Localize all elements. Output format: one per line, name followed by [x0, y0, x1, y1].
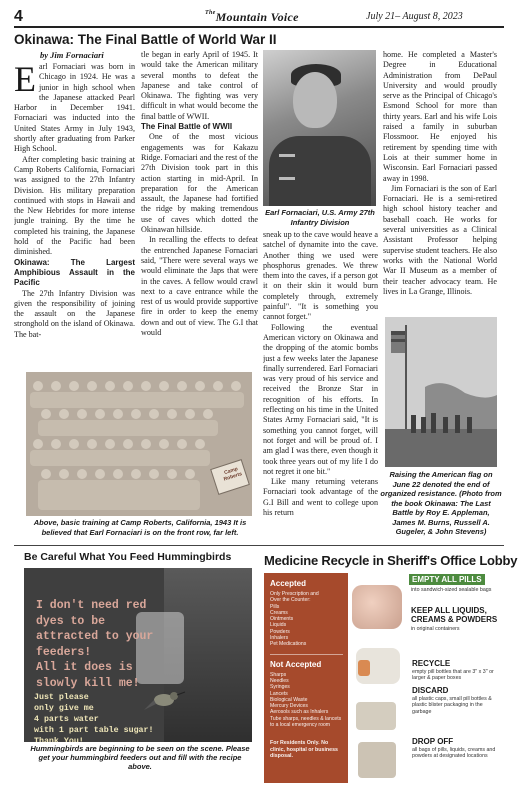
residents-note: For Residents Only. No clinic, hospital or business disposal. — [270, 740, 338, 759]
panel-divider — [270, 654, 343, 655]
recycle-desc: empty pill bottles that are 3" x 3" or larger & paper boxes — [412, 669, 494, 682]
accepted-item: Inhalers — [270, 635, 289, 642]
article-column-1 — [14, 62, 135, 368]
hummingbird-title: Be Careful What You Feed Hummingbirds — [24, 551, 232, 563]
empty-pills-desc: into sandwich-sized sealable bags — [411, 587, 492, 593]
accepted-heading: Accepted — [270, 579, 307, 588]
drop-cap: E — [14, 62, 36, 99]
section-divider — [14, 545, 504, 546]
big-line: attracted to your — [36, 630, 154, 643]
accepted-item: Liquids — [270, 622, 287, 629]
issue-date: July 21– August 8, 2023 — [366, 11, 463, 22]
hummingbird-big-message — [36, 598, 153, 691]
medicine-title: Medicine Recycle in Sheriff's Office Lobby — [264, 553, 518, 568]
accepted-item: Only Prescription and — [270, 591, 319, 597]
small-line: Thank You! — [34, 737, 84, 742]
header-rule — [14, 26, 504, 28]
article-col1-p3: The 27th Infantry Division was given the responsibility of joining the assault on the Japanese stronghold on the island of Okinawa. The bat- — [14, 288, 135, 339]
article-subhead-okinawa: Okinawa: The Largest Amphibious Assault in the Pacific — [14, 257, 135, 288]
group-photo-caption: Above, basic training at Camp Roberts, California, 1943 It is believed that Earl Fornaciari is on the front row, far left. — [33, 518, 247, 537]
flag-raising-photo — [385, 317, 497, 467]
keep-liquids-desc: in original containers — [411, 626, 460, 632]
article-col2-p1: tle began in early April of 1945. It would take the American military several months to defeat the Japanese and take control of Okinawa. The fighting was very difficult in what would become the final battle of WWII. — [141, 50, 258, 121]
article-column-4 — [383, 50, 497, 314]
article-col1-p2: After completing basic training at Camp Roberts California, Fornaciari was assigned to the 27th Infantry Division. His military preparation continued with stops in Hawaii and the New Hebrides for more intense jungle training. By the time he completed his training, the Japanese hold of the Pacific had been diminished. — [14, 154, 135, 257]
accepted-item: Creams — [270, 609, 288, 616]
big-line: slowly kill me! — [36, 676, 140, 690]
big-line: feeders! — [36, 645, 92, 659]
article-col3-p1: sneak up to the cave would heave a satchel of dynamite into the cave. Another thing we used were phosphorus grenades. We threw them into the caves, if a person got it on their skin it would burn completely through, extremely painful". "It is something you cannot forget." — [263, 230, 378, 322]
article-byline: by Jim Fornaciari — [40, 50, 104, 60]
accepted-item: Ointments — [270, 616, 294, 623]
article-col3-p3: Like many returning veterans Fornaciari took advantage of the G.I Bill and went to college upon his return — [263, 477, 378, 518]
small-line: Just please — [34, 693, 89, 702]
portrait-photo — [263, 50, 376, 206]
discard-desc: all plastic caps, small pill bottles & plastic blister packaging in the garbage — [412, 696, 492, 715]
recycle-heading: RECYCLE — [412, 659, 451, 668]
article-headline: Okinawa: The Final Battle of World War II — [14, 32, 277, 47]
camp-sign-text: Camp Roberts — [223, 466, 243, 483]
accepted-panel — [264, 573, 348, 783]
article-col4-p1: home. He completed a Master's Degree in Educational Administration from DePaul University and would proudly serve as the Principal of Chicago's Esmond School for more than thirty years. Earl and his wife Lois raised a family in suburban Flossmoor. He enjoyed his retirement by spending time with Lois at their summer home in Wisconsin. Earl Fornaciari passed away in 1998. — [383, 50, 497, 183]
paper-name-the: The — [205, 10, 216, 16]
pill-bottle-icon — [356, 702, 396, 730]
drop-off-heading: DROP OFF — [412, 737, 454, 746]
not-accepted-item: Aerosols such as Inhalers — [270, 709, 329, 716]
portrait-caption: Earl Fornaciari, U.S. Army 27th Infantry Division — [265, 208, 375, 227]
big-line: dyes to be — [36, 614, 106, 628]
drop-off-desc: all bags of pills, liquids, creams and powders at designated locations — [412, 747, 496, 760]
article-col1-p1-text: arl Fornaciari was born in Chicago in 1924. He was a junior in high school when the Japanese attacked Pearl Harbor in December 1941. Fornaciari was inducted into the United States Army in July 1943, shortly after graduating from Parker High School. — [14, 62, 135, 154]
small-line: with 1 part table sugar! — [34, 726, 154, 735]
group-photo-soldiers — [26, 372, 252, 516]
keep-liquids-heading: KEEP ALL LIQUIDS, CREAMS & POWDERS — [411, 606, 498, 624]
accepted-item: Powders — [270, 628, 290, 635]
article-col1-p1 — [14, 62, 135, 155]
big-line: All it does is — [36, 661, 133, 674]
not-accepted-item: Tube sharps, needles & lancets — [270, 715, 342, 722]
not-accepted-item: Sharps — [270, 671, 287, 678]
not-accepted-heading: Not Accepted — [270, 659, 322, 669]
cream-bottle-icon — [358, 660, 370, 676]
article-col2-p2: One of the most vicious engagements was for Kakazu Ridge. Fornaciari and the rest of the 27th Division took part in this action starting in mid-April. In preparation for the American assault, the Japanese had fortified the ridge by making tremendous use of caves which dotted the Okinawan hillside. — [141, 132, 258, 235]
hummingbird-poster — [24, 568, 252, 742]
accepted-list — [270, 591, 343, 648]
sergeant-chevron-icon — [279, 154, 295, 180]
accepted-item: Over the Counter: — [270, 597, 311, 604]
hummingbird-caption: Hummingbirds are beginning to be seen on the scene. Please get your hummingbird feeders out and fill with the recipe above. — [30, 744, 250, 771]
small-line: 4 parts water — [34, 715, 99, 724]
hummingbird-small-message — [34, 692, 154, 742]
not-accepted-item: Mercury Devices — [270, 703, 308, 710]
portrait-face — [293, 72, 337, 128]
empty-pills-heading: EMPTY ALL PILLS — [409, 574, 485, 585]
pill-bag-icon — [352, 585, 402, 629]
paper-name — [205, 10, 299, 25]
discard-heading: DISCARD — [412, 686, 449, 695]
flag-photo-caption: Raising the American flag on June 22 denoted the end of organized resistance. (Photo from the book Okinawa: The Last Battle by Roy E. Appleman, James M. Burns, Russell A. Gugeler, & John Stevens) — [380, 470, 502, 536]
not-accepted-item: Syringes — [270, 684, 290, 691]
drop-box-icon — [358, 742, 396, 778]
article-col3-p2: Following the eventual American victory on Okinawa and the dropping of the atomic bombs just a few weeks later the Japanese finally surrendered. Earl Fornaciari was very proud of his service and received the Bronze Star in recognition of his efforts. In reflecting on his time in the United States Army Fornaciari said, "It is something you cannot forget, will not forget and will be proud of. I am glad I was there, even though it took three years out of my life I do not regret it one bit." — [263, 322, 378, 476]
article-column-3 — [263, 230, 378, 542]
article-subhead-final-battle: The Final Battle of WWII — [141, 122, 233, 132]
article-col2-p3: In recalling the effects to defeat the entrenched Japanese Fornaciari said, "There were several ways we would eliminate the Japs that were in the caves. A fellow would crawl next to a cave entrance while the rest of us would provide supportive fire in order to keep the enemy down and out of view. The G.I that would — [141, 235, 258, 338]
big-line: I don't need red — [36, 599, 147, 612]
accepted-item: Pet Medications — [270, 641, 307, 648]
accepted-item: Pills — [270, 603, 280, 610]
not-accepted-item: to a local emergency room — [270, 722, 331, 729]
flag-raising-scene — [385, 317, 497, 467]
paper-name-main: Mountain Voice — [215, 10, 299, 24]
not-accepted-list — [270, 672, 343, 729]
article-column-2 — [141, 50, 258, 370]
small-line: only give me — [34, 704, 94, 713]
not-accepted-item: Lancets — [270, 690, 288, 697]
page-number: 4 — [14, 8, 23, 25]
not-accepted-item: Needles — [270, 677, 289, 684]
not-accepted-item: Biological Waste — [270, 696, 308, 703]
article-col4-p2: Jim Fornaciari is the son of Earl Fornaciari. He is a semi-retired high school history teacher and baseball coach. He works for several universities as a Clinical Assistant Professor helping supervise student teachers. He also works with the National World War II Museum as a member of their teacher advocacy team. He lives in La Grange, Illinois. — [383, 183, 497, 296]
group-photo — [26, 372, 252, 516]
